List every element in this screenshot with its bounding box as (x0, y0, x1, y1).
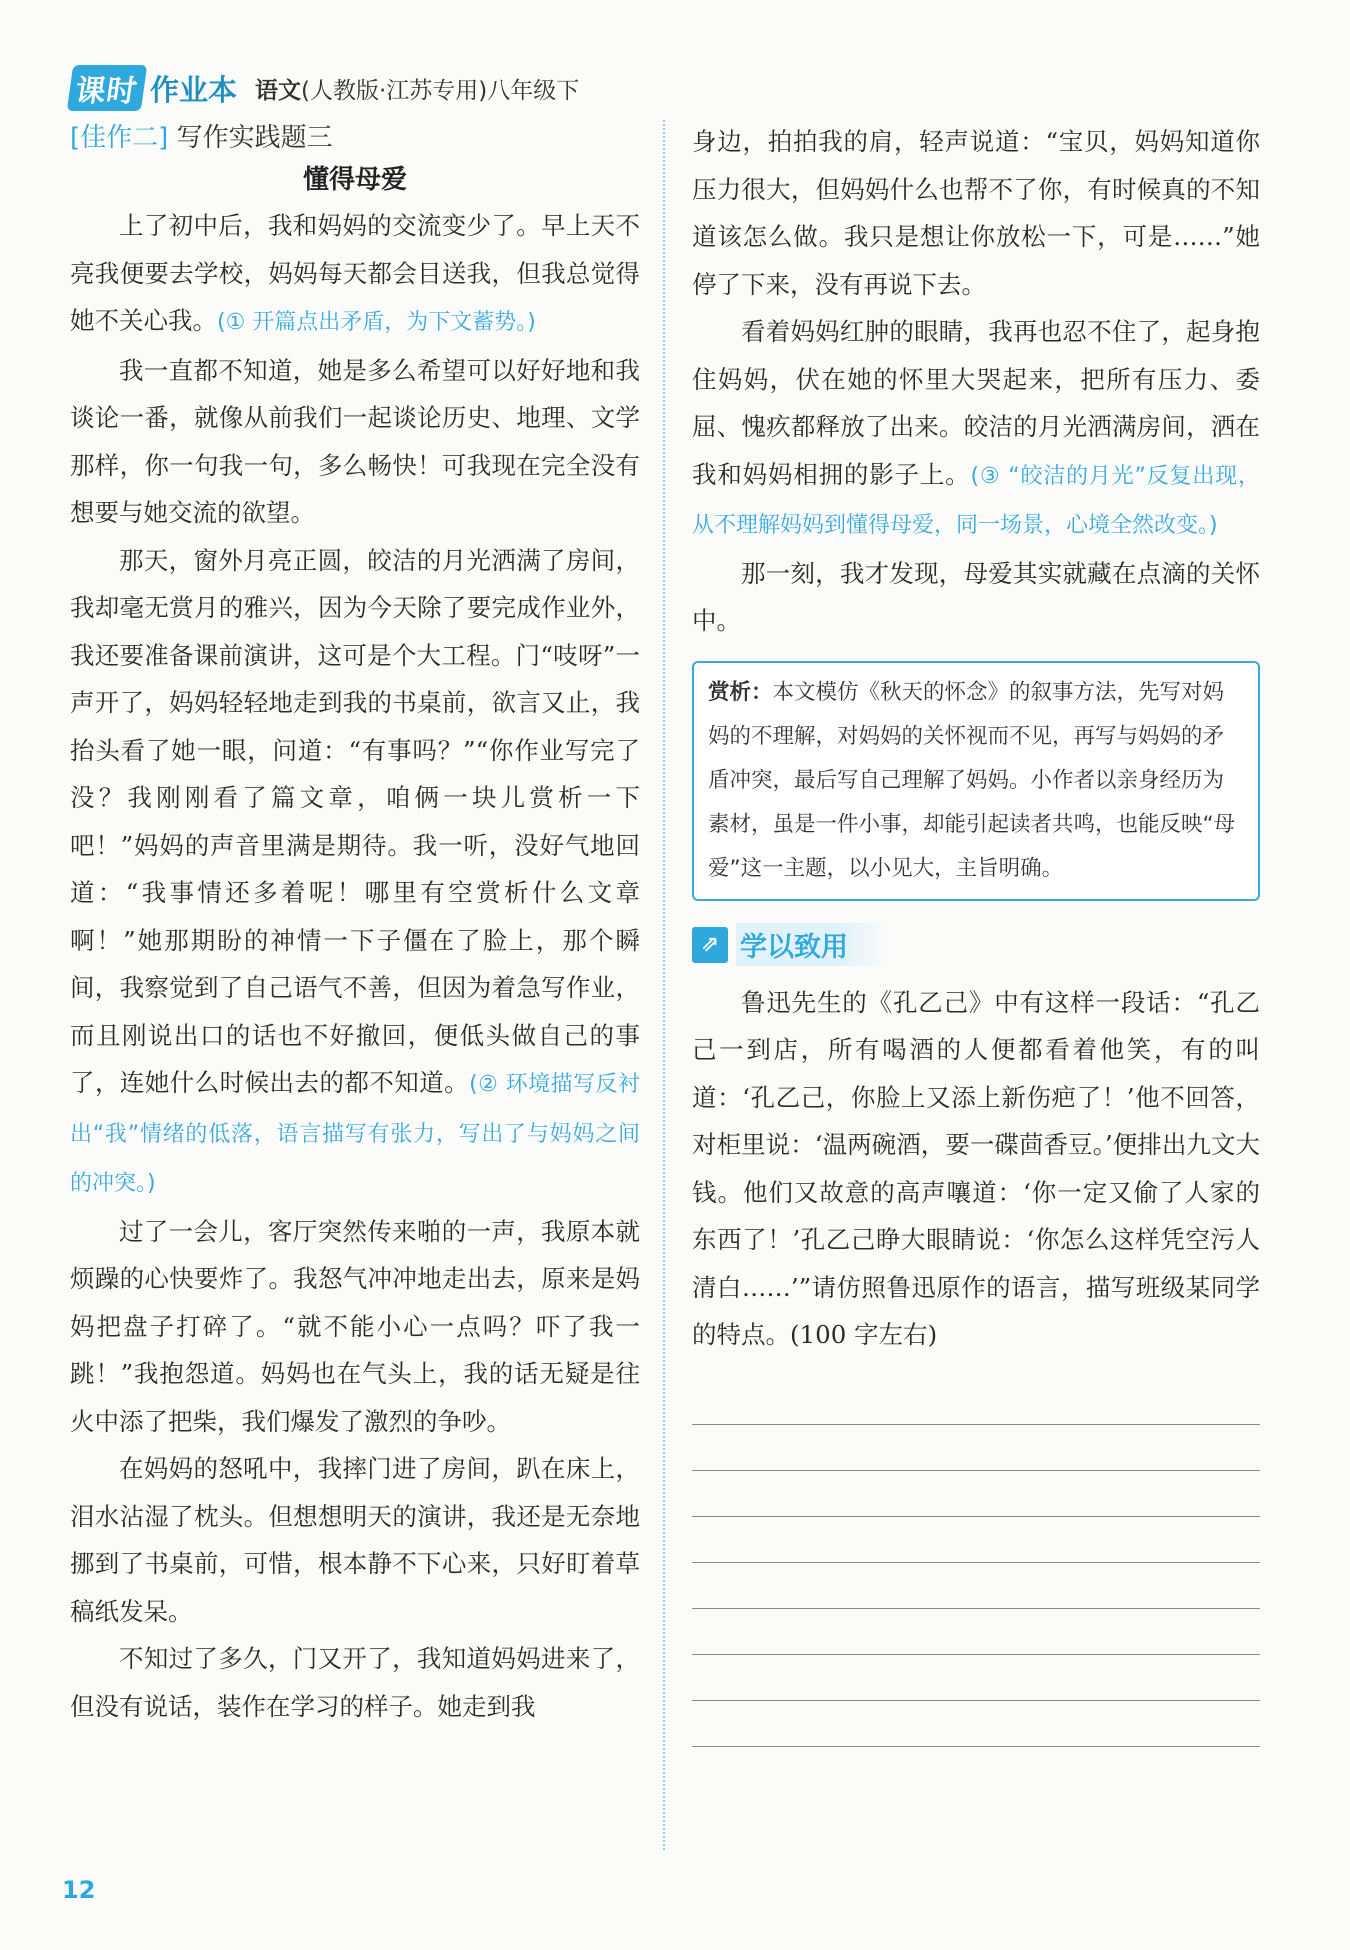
answer-line[interactable] (692, 1425, 1260, 1471)
paragraph-text: 那天，窗外月亮正圆，皎洁的月光洒满了房间，我却毫无赏月的雅兴，因为今天除了要完成作业外，我还要准备课前演讲，这可是个大工程。门“吱呀”一声开了，妈妈轻轻地走到我的书桌前，欲言又止，我抬头看了她一眼，问道：“有事吗？”“你作业写完了没？我刚刚看了篇文章，咱俩一块儿赏析一下吧！”妈妈的声音里满是期待。我一听，没好气地回道：“我事情还多着呢！哪里有空赏析什么文章啊！”她那期盼的神情一下子僵在了脸上，那个瞬间，我察觉到了自己语气不善，但因为着急写作业，而且刚说出口的话也不好撤回，便低头做自己的事了，连她什么时候出去的都不知道。 (70, 545, 640, 1097)
analysis-label: 赏析： (708, 679, 773, 705)
essay-paragraph (70, 1445, 640, 1635)
essay-title: 懂得母爱 (302, 165, 407, 195)
essay-paragraph (70, 1208, 640, 1446)
answer-line[interactable] (692, 1609, 1260, 1655)
logo-text: 作业本 (150, 72, 238, 107)
answer-line[interactable] (692, 1701, 1260, 1747)
margin-note: (② 环境描写反衬出“我”情绪的低落，语言描写有张力，写出了与妈妈之间的冲突。) (70, 1072, 640, 1196)
essay-paragraph (692, 118, 1260, 308)
analysis-text: 本文模仿《秋天的怀念》的叙事方法，先写对妈妈的不理解，对妈妈的关怀视而不见，再写与妈妈的矛盾冲突，最后写自己理解了妈妈。小作者以亲身经历为素材，虽是一件小事，却能引起读者共鸣，也能反映“母爱”这一主题，以小见大，主旨明确。 (708, 679, 1236, 881)
margin-note: (① 开篇点出矛盾，为下文蓄势。) (217, 310, 536, 335)
margin-note: (③ “皎洁的月光”反复出现，从不理解妈妈到懂得母爱，同一场景，心境全然改变。) (692, 463, 1260, 538)
essay-paragraph (70, 1635, 640, 1730)
essay-paragraph (70, 202, 640, 347)
answer-lines[interactable] (692, 1379, 1260, 1747)
exercise-tag: [佳作二] (70, 123, 169, 153)
paragraph-text: 上了初中后，我和妈妈的交流变少了。早上天不亮我便要去学校，妈妈每天都会目送我，但我总觉得她不关心我。 (70, 211, 640, 335)
paragraph-text: 过了一会儿，客厅突然传来啪的一声，我原本就烦躁的心快要炸了。我怒气冲冲地走出去，原来是妈妈把盘子打碎了。“就不能小心一点吗？吓了我一跳！”我抱怨道。妈妈也在气头上，我的话无疑是往火中添了把柴，我们爆发了激烈的争吵。 (70, 1216, 640, 1436)
subject-label: 语文 (255, 77, 302, 104)
analysis-box (692, 661, 1260, 901)
answer-line[interactable] (692, 1655, 1260, 1701)
essay-paragraph (692, 308, 1260, 550)
paragraph-text: 我一直都不知道，她是多么希望可以好好地和我谈论一番，就像从前我们一起谈论历史、地理、文学那样，你一句我一句，多么畅快！可我现在完全没有想要与她交流的欲望。 (70, 355, 640, 527)
book-subtitle (255, 72, 579, 105)
exercise-label (70, 118, 640, 158)
section-header (692, 921, 1260, 969)
edition-label: (人教版·江苏专用)八年级下 (301, 77, 580, 104)
answer-line[interactable] (692, 1517, 1260, 1563)
answer-line[interactable] (692, 1563, 1260, 1609)
paragraph-text: 身边，拍拍我的肩，轻声说道：“宝贝，妈妈知道你压力很大，但妈妈什么也帮不了你，有时候真的不知道该怎么做。我只是想让你放松一下，可是……”她停了下来，没有再说下去。 (692, 127, 1260, 299)
running-figure-icon: ⇗ (692, 927, 728, 963)
essay-paragraph (692, 550, 1260, 645)
paragraph-text: 在妈妈的怒吼中，我摔门进了房间，趴在床上，泪水沾湿了枕头。但想想明天的演讲，我还是无奈地挪到了书桌前，可惜，根本静不下心来，只好盯着草稿纸发呆。 (70, 1454, 640, 1626)
left-column (70, 118, 640, 1730)
right-column (692, 118, 1260, 1747)
essay-body-left (70, 202, 640, 1730)
page-number: 12 (62, 1876, 96, 1904)
paragraph-text: 不知过了多久，门又开了，我知道妈妈进来了，但没有说话，装作在学习的样子。她走到我 (70, 1644, 640, 1721)
answer-line[interactable] (692, 1471, 1260, 1517)
paragraph-text: 看着妈妈红肿的眼睛，我再也忍不住了，起身抱住妈妈，伏在她的怀里大哭起来，把所有压力、委屈、愧疚都释放了出来。皎洁的月光洒满房间，洒在我和妈妈相拥的影子上。 (692, 317, 1260, 489)
column-divider (663, 120, 665, 1850)
paragraph-text: 那一刻，我才发现，母爱其实就藏在点滴的关怀中。 (692, 558, 1260, 635)
logo-box: 课时 (67, 65, 147, 111)
task-prompt: 鲁迅先生的《孔乙己》中有这样一段话：“孔乙己一到店，所有喝酒的人便都看着他笑，有的叫道：‘孔乙己，你脸上又添上新伤疤了！’他不回答，对柜里说：‘温两碗酒，要一碟茴香豆。’便排出九文大钱。他们又故意的高声嚷道：‘你一定又偷了人家的东西了！’孔乙己睁大眼睛说：‘你怎么这样凭空污人清白……’”请仿照鲁迅原作的语言，描写班级某同学的特点。(100 字左右) (692, 987, 1260, 1349)
exercise-title: 写作实践题三 (176, 123, 333, 153)
answer-line[interactable] (692, 1379, 1260, 1425)
essay-body-right (692, 118, 1260, 645)
essay-paragraph (70, 537, 640, 1208)
essay-paragraph (70, 347, 640, 537)
section-title: 学以致用 (736, 923, 888, 966)
page-header (70, 66, 579, 110)
